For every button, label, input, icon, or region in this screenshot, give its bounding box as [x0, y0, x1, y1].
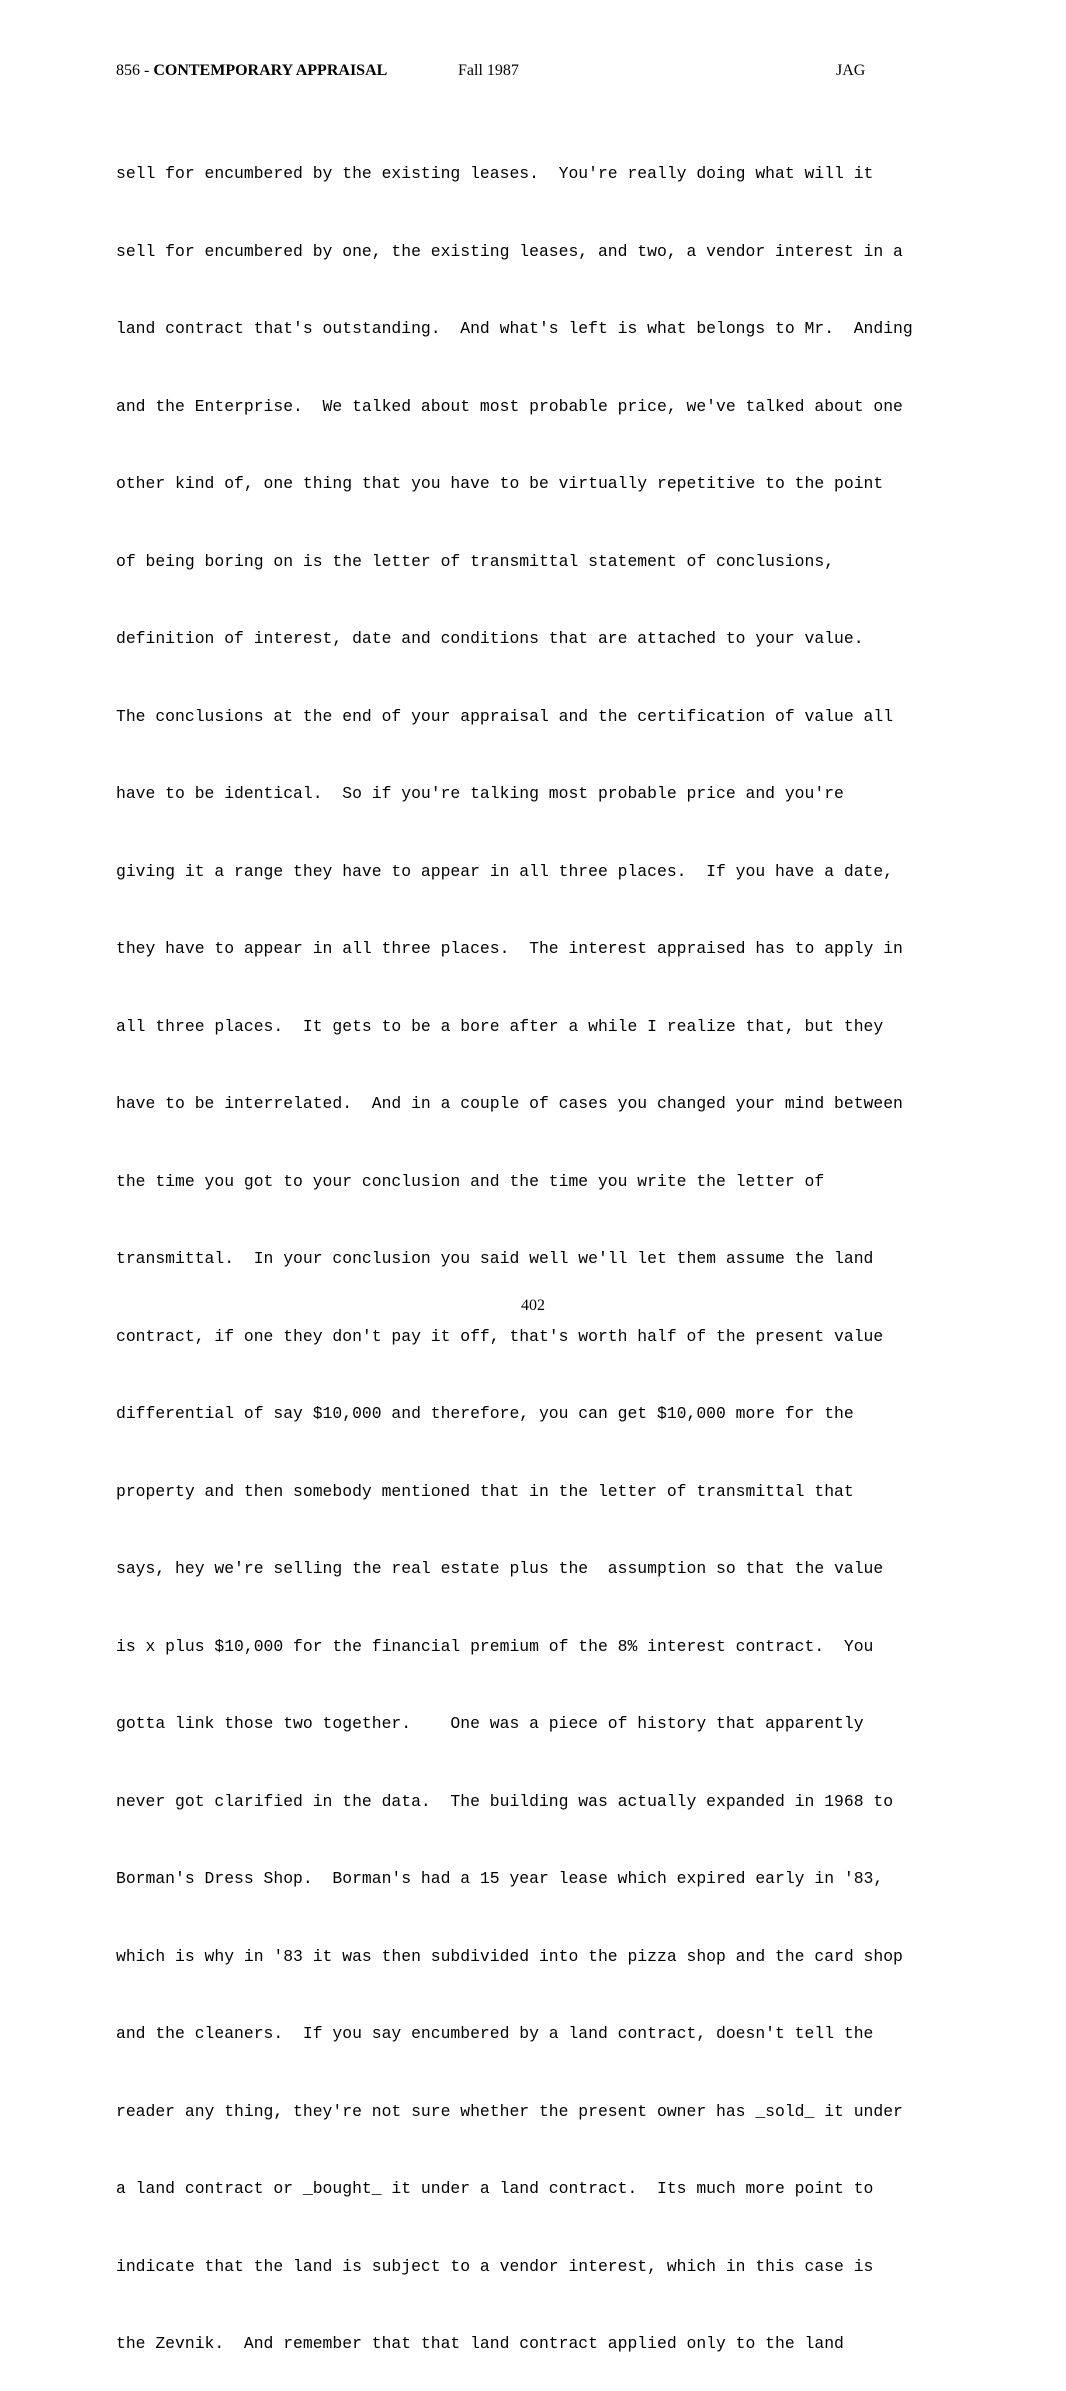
text-line: reader any thing, they're not sure whether the present owner has _sold_ it under [116, 2101, 903, 2121]
text-line: contract, if one they don't pay it off, that's worth half of the present value [116, 1326, 884, 1346]
text-line: definition of interest, date and conditions that are attached to your value. [116, 629, 864, 648]
text-line: differential of say $10,000 and therefore, you can get $10,000 more for the [116, 1404, 854, 1423]
text-line: of being boring on is the letter of transmittal statement of conclusions, [116, 551, 835, 571]
text-line: indicate that the land is subject to a vendor interest, which in this case is [116, 2256, 874, 2276]
text-line: property and then somebody mentioned that in the letter of transmittal that [116, 1481, 854, 1501]
text-line: and the Enterprise. We talked about most probable price, we've talked about one [116, 396, 903, 416]
text-line: other kind of, one thing that you have to be virtually repetitive to the point [116, 474, 884, 493]
text-line: says, hey we're selling the real estate plus the assumption so that the value [116, 1559, 884, 1578]
course-number: 856 - [116, 62, 154, 79]
text-line: sell for encumbered by the existing leases. You're really doing what will it [116, 164, 874, 183]
text-line: land contract that's outstanding. And what's left is what belongs to Mr. Anding [116, 319, 913, 338]
page-number: 402 [521, 1297, 545, 1314]
text-line: have to be identical. So if you're talking most probable price and you're [116, 784, 844, 803]
text-line: The conclusions at the end of your appraisal and the certification of value all [116, 706, 894, 726]
text-line: have to be interrelated. And in a couple of cases you changed your mind between [116, 1094, 903, 1113]
course-heading [116, 62, 387, 80]
text-line: sell for encumbered by one, the existing leases, and two, a vendor interest in a [116, 241, 903, 261]
text-line: which is why in '83 it was then subdivided into the pizza shop and the card shop [116, 1946, 903, 1966]
author-initials: JAG [836, 62, 866, 79]
text-line: never got clarified in the data. The building was actually expanded in 1968 to [116, 1791, 894, 1811]
text-line: they have to appear in all three places. The interest appraised has to apply in [116, 939, 903, 958]
text-line: all three places. It gets to be a bore after a while I realize that, but they [116, 1016, 884, 1036]
text-line: is x plus $10,000 for the financial premium of the 8% interest contract. You [116, 1636, 874, 1656]
text-line: and the cleaners. If you say encumbered by a land contract, doesn't tell the [116, 2024, 874, 2043]
text-line: a land contract or _bought_ it under a land contract. Its much more point to [116, 2179, 874, 2198]
text-line: giving it a range they have to appear in all three places. If you have a date, [116, 861, 894, 881]
text-line: Borman's Dress Shop. Borman's had a 15 year lease which expired early in '83, [116, 1869, 884, 1888]
transcript-body [116, 124, 1016, 2391]
term-label: Fall 1987 [458, 62, 519, 79]
course-title: CONTEMPORARY APPRAISAL [153, 62, 388, 79]
page-header [116, 62, 876, 86]
text-line: gotta link those two together. One was a piece of history that apparently [116, 1714, 864, 1733]
text-line: the Zevnik. And remember that that land contract applied only to the land [116, 2334, 844, 2353]
text-line: the time you got to your conclusion and the time you write the letter of [116, 1171, 825, 1191]
text-line: transmittal. In your conclusion you said well we'll let them assume the land [116, 1249, 874, 1268]
